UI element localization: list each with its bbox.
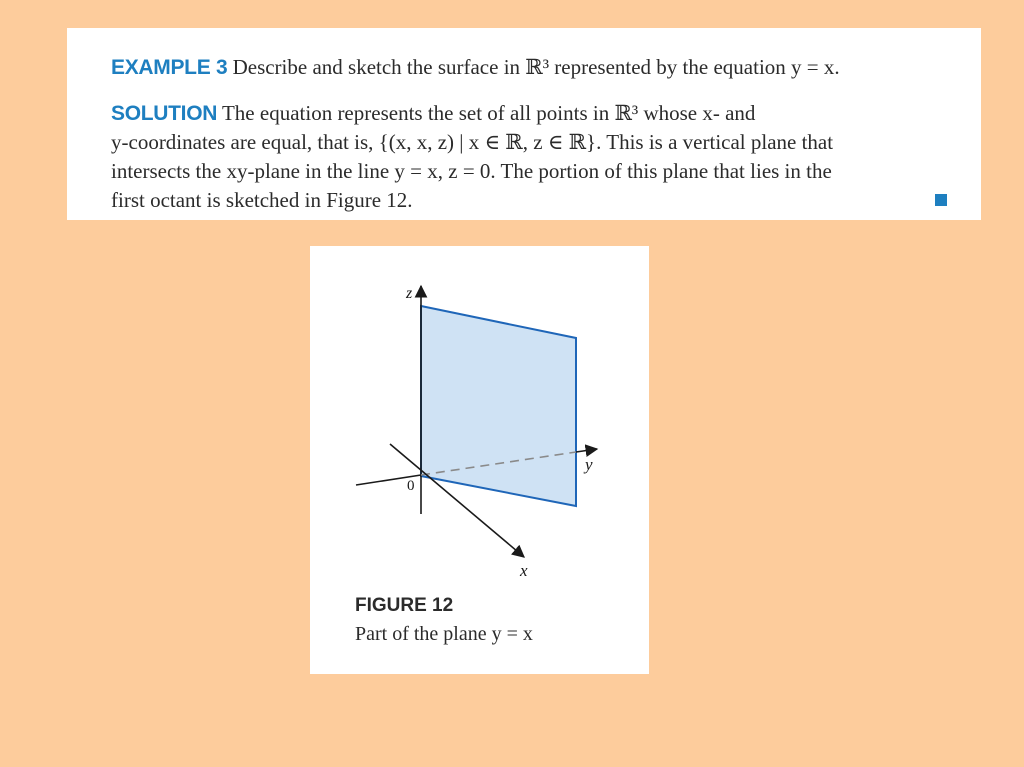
example-text: Describe and sketch the surface in ℝ³ represented by the equation y = x. — [232, 55, 840, 79]
solution-line-2: y-coordinates are equal, that is, {(x, x, z) | x ∈ ℝ, z ∈ ℝ}. This is a vertical plane that — [111, 130, 834, 154]
solution-block — [111, 99, 961, 215]
example-panel — [67, 28, 981, 220]
solution-line-4: first octant is sketched in Figure 12. — [111, 188, 413, 212]
example-statement — [111, 55, 840, 80]
origin-label: 0 — [407, 478, 415, 494]
y-axis-front — [576, 449, 597, 452]
solution-label: SOLUTION — [111, 102, 218, 125]
plane-y-equals-x — [421, 306, 576, 506]
figure-12 — [310, 246, 649, 674]
example-label: EXAMPLE 3 — [111, 56, 228, 79]
end-of-solution-square — [935, 194, 947, 206]
figure-caption: Part of the plane y = x — [355, 623, 533, 645]
solution-line-1 — [111, 99, 961, 128]
solution-line-3: intersects the xy-plane in the line y = x, z = 0. The portion of this plane that lies in the — [111, 159, 832, 183]
z-axis-label: z — [406, 285, 413, 302]
figure-title: FIGURE 12 — [355, 595, 454, 616]
y-axis-label: y — [585, 455, 593, 474]
solution-text-1: The equation represents the set of all points in ℝ³ whose x- and — [221, 101, 756, 125]
x-axis-label: x — [520, 561, 528, 580]
